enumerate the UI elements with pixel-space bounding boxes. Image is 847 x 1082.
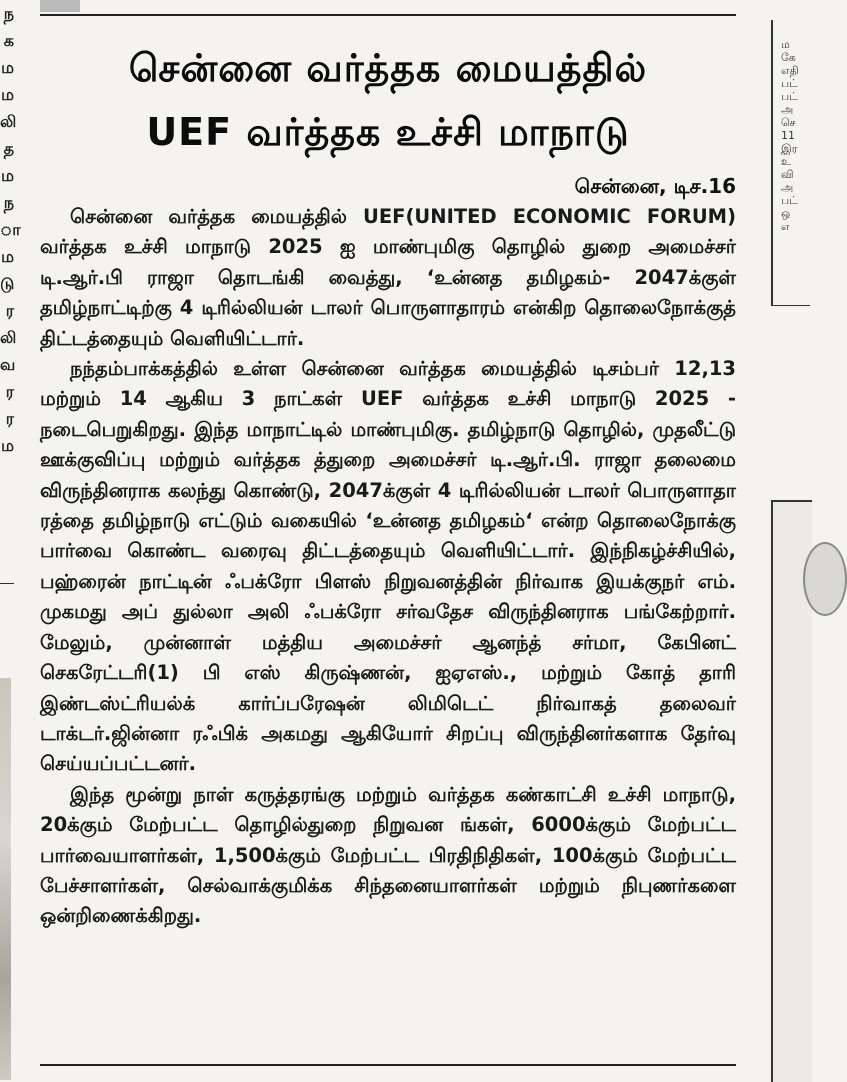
headline-line-1: சென்னை வர்த்தக மையத்தில் (128, 46, 648, 90)
left-fragment: த (3, 139, 14, 158)
photo-circle-fragment (803, 542, 847, 616)
right-fragment: ஒ (781, 207, 791, 220)
left-fragment: ந (3, 193, 14, 212)
left-fragment: லி (0, 112, 17, 131)
news-article (40, 0, 736, 1080)
right-fragment: ம (781, 38, 790, 51)
left-fragment: ர (5, 409, 14, 428)
dateline: சென்னை, டிச.16 (574, 174, 736, 198)
left-fragment: லி (0, 328, 17, 347)
top-fragment (40, 0, 80, 12)
headline-line-2: UEF வர்த்தக உச்சி மாநாடு (146, 110, 630, 154)
right-fragment: பட் (781, 194, 798, 207)
left-fragment: ம (1, 58, 14, 77)
top-divider (40, 14, 736, 16)
left-fragment: ம (1, 85, 14, 104)
left-fragment: ம (1, 166, 14, 185)
right-fragment: பட் (781, 77, 798, 90)
left-fragment: ந (3, 4, 14, 23)
right-fragment: எ (781, 220, 790, 233)
bottom-divider (40, 1064, 736, 1066)
left-fragment: ம (1, 247, 14, 266)
right-fragment: அ (781, 103, 794, 116)
right-fragment: பட் (781, 90, 798, 103)
paragraph-3: இந்த மூன்று நாள் கருத்தரங்கு மற்றும் வர்த்தக கண்காட்சி உச்சி மாநாடு, 20க்கும் மேற்பட்ட தொழில்துறை நிறுவன ங்கள், 6000க்கும் மேற்பட்ட பார்வையாளர்கள், 1,500க்கும் மேற்பட்ட பிரதிநிதிகள், 100க்கும் மேற்பட்ட பேச்சாளர்கள், செல்வாக்குமிக்க சிந்தனையாளர்கள் மற்றும் நிபுணர்களை ஒன்றிணைக்கிறது. (40, 782, 736, 928)
left-fragment: ம (1, 436, 14, 455)
left-fragment: ர (5, 382, 14, 401)
left-fragment: ர (5, 301, 14, 320)
adjacent-right-column (771, 0, 810, 1080)
left-fragment: டு (0, 274, 15, 293)
left-fragment: வ (0, 355, 16, 374)
right-column-rule (771, 20, 773, 305)
right-fragment: 11 (781, 129, 795, 142)
right-photo-box (771, 500, 812, 1082)
right-fragment: அ (781, 181, 794, 194)
left-divider (0, 583, 14, 584)
paragraph-1: சென்னை வர்த்தக மையத்தில் UEF(UNITED ECONOMIC FORUM) வர்த்தக உச்சி மாநாடு 2025 ஐ மாண்புமிகு தொழில் துறை அமைச்சர் டி.ஆர்.பி ராஜா தொடங்கி வைத்து, ‘உன்னத தமிழகம்- 2047க்குள் தமிழ்நாட்டிற்கு 4 டிரில்லியன் டாலர் பொருளாதாரம் என்கிற தொலைநோக்குத் திட்டத்தையும் வெளியிட்டார். (40, 205, 736, 350)
article-body (40, 202, 736, 932)
right-fragment: எதி (781, 64, 799, 77)
right-column-text (781, 38, 821, 233)
right-fragment: கே (781, 51, 796, 64)
paragraph-2: நந்தம்பாக்கத்தில் உள்ள சென்னை வர்த்தக மையத்தில் டிசம்பர் 12,13 மற்றும் 14 ஆகிய 3 நாட்கள் UEF வர்த்தக உச்சி மாநாடு 2025 - நடைபெறுகிறது. இந்த மாநாட்டில் மாண்புமிகு. தமிழ்நாடு தொழில், முதலீட்டு ஊக்குவிப்பு மற்றும் வர்த்தக த்துறை அமைச்சர் டி.ஆர்.பி. ராஜா தலைமை விருந்தினராக கலந்து கொண்டு, 2047க்குள் 4 டிரில்லியன் டாலர் பொருளாதா ரத்தை தமிழ்நாடு எட்டும் வகையில் ‘உன்னத தமிழகம்‘ என்ற தொலைநோக்கு பார்வை கொண்ட வரைவு திட்டத்தையும் வெளியிட்டார். இந்நிகழ்ச்சியில், பஹ்ரைன் நாட்டின் ஃபக்ரோ பிளஸ் நிறுவனத்தின் நிர்வாக இயக்குநர் எம். முகமது அப் துல்லா அலி ஃபக்ரோ சர்வதேச விருந்தினராக பங்கேற்றார். மேலும், முன்னாள் மத்திய அமைச்சர் ஆனந்த் சர்மா, கேபினட் செகரேட்டரி(1) பி எஸ் கிருஷ்ணன், ஐஏஎஸ்., மற்றும் கோத் தாரி இண்டஸ்ட்ரியல்க் கார்ப்பரேஷன் லிமிடெட் நிர்வாகத் தலைவர் டாக்டர்.ஜின்னா ரஃபிக் அகமது ஆகியோர் சிறப்பு விருந்தினர்களாக தேர்வு செய்யப்பட்டனர். (40, 357, 736, 776)
right-fragment: செ (781, 116, 796, 129)
left-fragment: க (3, 31, 14, 50)
left-photo-fragment (0, 678, 11, 1080)
adjacent-left-column (0, 0, 21, 600)
left-fragment: ா (0, 220, 21, 239)
right-fragment: உ (781, 155, 791, 168)
right-fragment: வி (781, 168, 794, 181)
right-fragment: இர (781, 142, 798, 155)
right-column-divider (771, 305, 810, 306)
